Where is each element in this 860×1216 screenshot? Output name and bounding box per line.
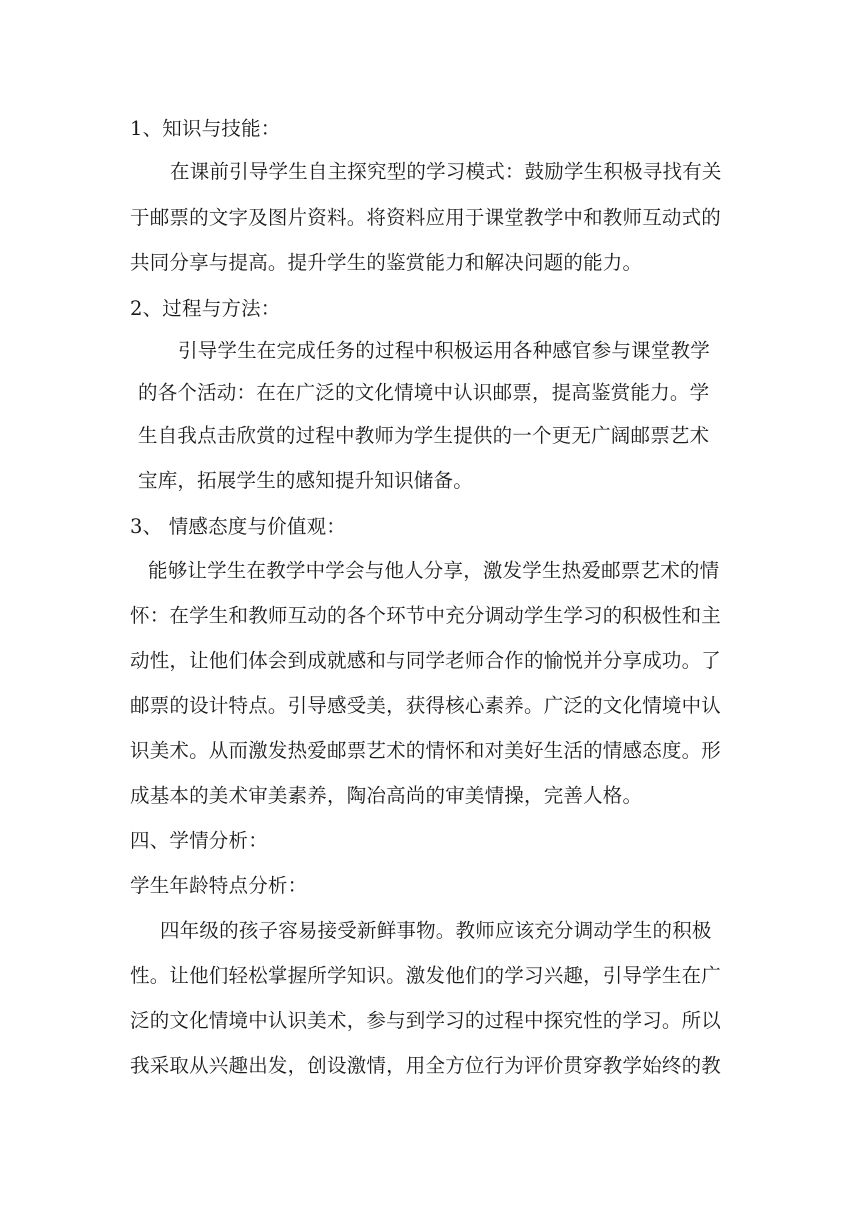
paragraph-line: 的各个活动：在在广泛的文化情境中认识邮票，提高鉴赏能力。学 xyxy=(138,381,710,404)
paragraph-line: 怀：在学生和教师互动的各个环节中充分调动学生学习的积极性和主 xyxy=(130,604,722,627)
section-heading-process-methods: 2、过程与方法： xyxy=(130,297,281,320)
paragraph-line: 在课前引导学生自主探究型的学习模式：鼓励学生积极寻找有关 xyxy=(170,160,722,183)
paragraph-line: 引导学生在完成任务的过程中积极运用各种感官参与课堂教学 xyxy=(178,339,710,362)
paragraph-line: 生自我点击欣赏的过程中教师为学生提供的一个更无广阔邮票艺术 xyxy=(138,424,710,447)
paragraph-line: 于邮票的文字及图片资料。将资料应用于课堂教学中和教师互动式的 xyxy=(130,206,722,229)
paragraph-line: 宝库，拓展学生的感知提升知识储备。 xyxy=(138,469,473,492)
paragraph-line: 邮票的设计特点。引导感受美，获得核心素养。广泛的文化情境中认 xyxy=(130,694,722,717)
section-heading-emotional-attitude-values: 3、 情感态度与价值观： xyxy=(130,515,347,538)
paragraph-line: 成基本的美术审美素养，陶冶高尚的审美情操，完善人格。 xyxy=(130,784,643,807)
paragraph-line: 共同分享与提高。提升学生的鉴赏能力和解决问题的能力。 xyxy=(130,251,643,274)
paragraph-line: 动性，让他们体会到成就感和与同学老师合作的愉悦并分享成功。了 xyxy=(130,649,722,672)
paragraph-line: 我采取从兴趣出发，创设激情，用全方位行为评价贯穿教学始终的教 xyxy=(130,1054,722,1077)
paragraph-line: 四年级的孩子容易接受新鲜事物。教师应该充分调动学生的积极 xyxy=(160,919,712,942)
paragraph-line: 性。让他们轻松掌握所学知识。激发他们的学习兴趣，引导学生在广 xyxy=(130,964,722,987)
paragraph-line: 识美术。从而激发热爱邮票艺术的情怀和对美好生活的情感态度。形 xyxy=(130,739,722,762)
section-heading-knowledge-skills: 1、知识与技能： xyxy=(130,117,281,140)
section-heading-learning-analysis: 四、学情分析： xyxy=(130,829,268,852)
paragraph-line: 泛的文化情境中认识美术，参与到学习的过程中探究性的学习。所以 xyxy=(130,1009,722,1032)
subheading-age-characteristics: 学生年龄特点分析： xyxy=(130,874,308,897)
paragraph-line: 能够让学生在教学中学会与他人分享，激发学生热爱邮票艺术的情 xyxy=(148,559,720,582)
